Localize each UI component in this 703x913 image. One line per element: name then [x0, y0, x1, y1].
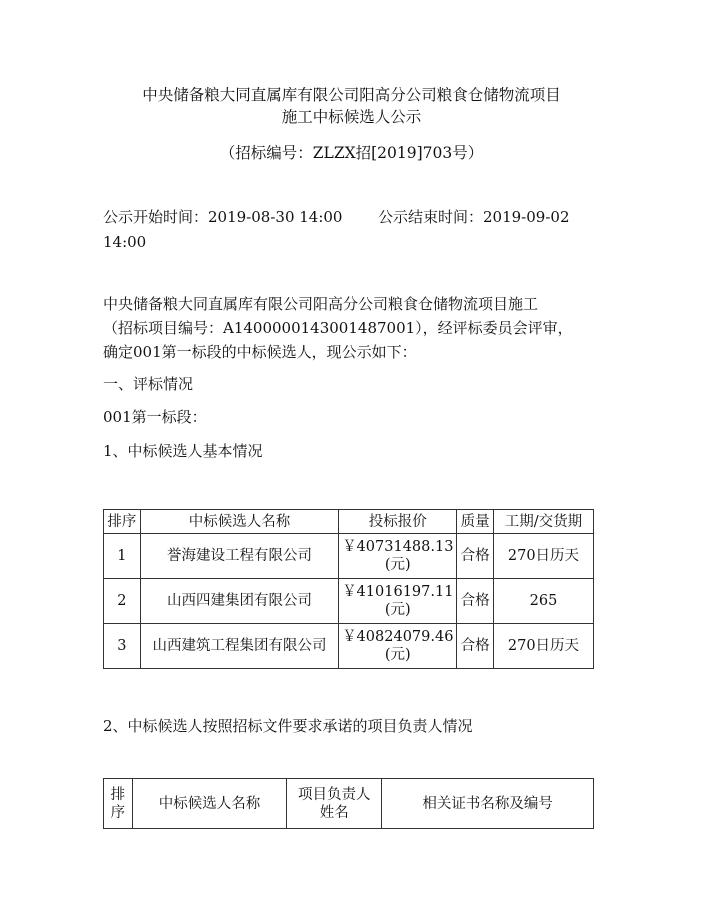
header-leader-line-1: 项目负责人 — [298, 786, 371, 803]
header-rank-line-1: 排 — [110, 786, 126, 803]
publish-end-time: 公示结束时间：2019-09-02 — [378, 208, 570, 226]
header-cert: 相关证书名称及编号 — [382, 779, 594, 829]
lot-heading: 001第一标段： — [103, 408, 207, 426]
header-rank — [104, 779, 133, 829]
intro-line-2: （招标项目编号：A1400000143001487001），经评标委员会评审， — [103, 319, 573, 337]
price-unit: (元) — [384, 647, 411, 663]
row-period: 265 — [493, 579, 593, 624]
publish-start-time: 公示开始时间：2019-08-30 14:00 — [103, 208, 343, 226]
price-value: ￥40824079.46 — [342, 629, 454, 645]
candidate-table-header — [104, 510, 594, 534]
header-rank: 排序 — [104, 510, 141, 534]
header-rank-line-2: 序 — [110, 804, 126, 821]
price-value: ￥41016197.11 — [342, 584, 454, 600]
publish-end-time-cont: 14:00 — [103, 233, 147, 251]
table-row — [104, 624, 594, 669]
row-rank: 2 — [104, 579, 141, 624]
candidate-table — [103, 509, 594, 669]
title-line-2: 施工中标候选人公示 — [281, 108, 422, 126]
section-evaluation: 一、评标情况 — [103, 375, 194, 393]
row-name: 山西四建集团有限公司 — [140, 579, 339, 624]
row-quality: 合格 — [457, 579, 494, 624]
header-name: 中标候选人名称 — [132, 779, 286, 829]
header-price: 投标报价 — [339, 510, 457, 534]
header-leader-line-2: 姓名 — [319, 804, 349, 821]
intro-line-3: 确定001第一标段的中标候选人，现公示如下： — [103, 343, 417, 361]
price-unit: (元) — [384, 557, 411, 573]
price-value: ￥40731488.13 — [342, 539, 454, 555]
row-period: 270日历天 — [493, 624, 593, 669]
row-name: 誉海建设工程有限公司 — [140, 534, 339, 579]
title-line-1: 中央储备粮大同直属库有限公司阳高分公司粮食仓储物流项目 — [142, 86, 561, 104]
header-leader — [287, 779, 382, 829]
row-quality: 合格 — [457, 624, 494, 669]
row-name: 山西建筑工程集团有限公司 — [140, 624, 339, 669]
leader-table-header — [104, 779, 594, 829]
row-price — [339, 624, 457, 669]
subsection-project-leader: 2、中标候选人按照招标文件要求承诺的项目负责人情况 — [103, 717, 473, 735]
table-row — [104, 534, 594, 579]
price-unit: (元) — [384, 602, 411, 618]
header-period: 工期/交货期 — [493, 510, 593, 534]
row-period: 270日历天 — [493, 534, 593, 579]
row-rank: 3 — [104, 624, 141, 669]
intro-line-1: 中央储备粮大同直属库有限公司阳高分公司粮食仓储物流项目施工 — [103, 295, 539, 313]
tender-code: （招标编号：ZLZX招[2019]703号） — [219, 144, 484, 162]
header-name: 中标候选人名称 — [140, 510, 339, 534]
table-row — [104, 579, 594, 624]
header-quality: 质量 — [457, 510, 494, 534]
row-quality: 合格 — [457, 534, 494, 579]
row-price — [339, 579, 457, 624]
leader-table — [103, 778, 594, 829]
row-price — [339, 534, 457, 579]
subsection-basic-info: 1、中标候选人基本情况 — [103, 442, 263, 460]
row-rank: 1 — [104, 534, 141, 579]
